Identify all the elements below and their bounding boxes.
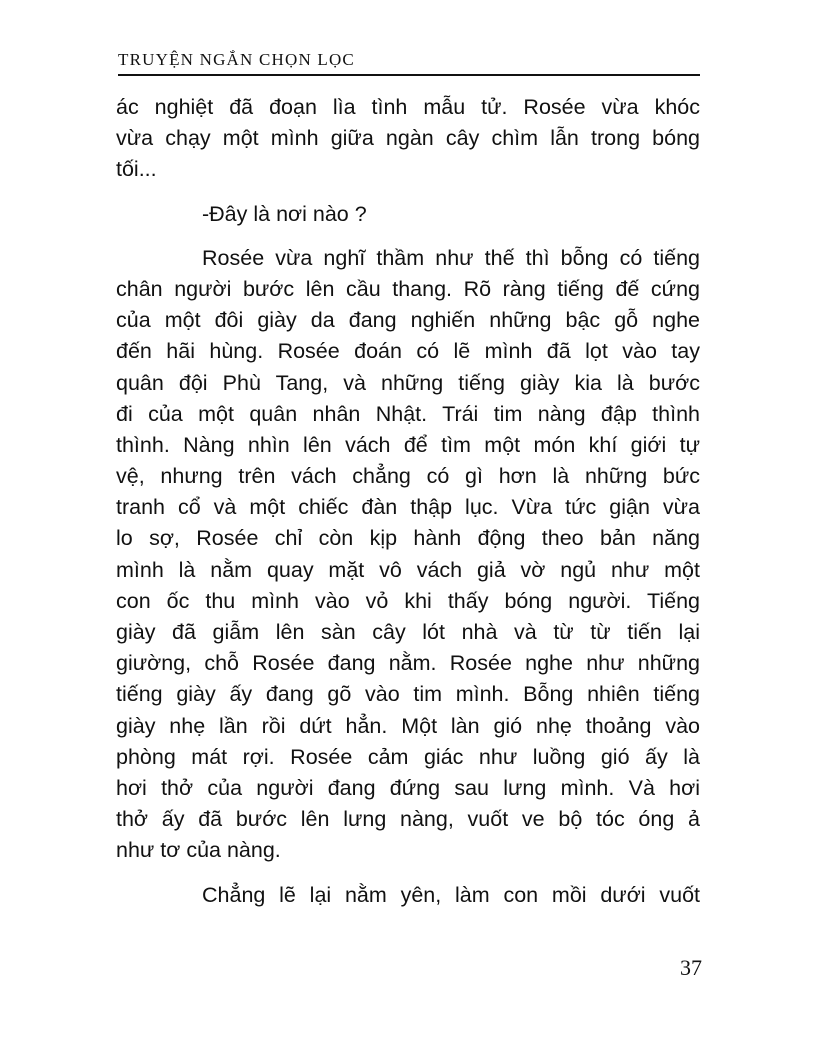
- text-line: giày nhẹ lần rồi dứt hẳn. Một làn gió nhẹ thoảng vào: [116, 713, 700, 738]
- page-number: 37: [680, 955, 702, 980]
- text-line: giường, chỗ Rosée đang nằm. Rosée nghe như những: [116, 651, 700, 676]
- text-line: con ốc thu mình vào vỏ khi thấy bóng người. Tiếng: [116, 588, 700, 613]
- paragraph-first-line: Rosée vừa nghĩ thầm như thế thì bỗng có tiếng: [202, 245, 700, 270]
- text-line: chân người bước lên cầu thang. Rõ ràng tiếng đế cứng: [116, 276, 700, 301]
- text-line: giày đã giẫm lên sàn cây lót nhà và từ từ tiến lại: [116, 620, 700, 644]
- text-line: mình là nằm quay mặt vô vách giả vờ ngủ như một: [116, 557, 700, 582]
- text-line: tiếng giày ấy đang gõ vào tim mình. Bỗng nhiên tiếng: [116, 682, 700, 707]
- text-line: phòng mát rợi. Rosée cảm giác như luồng gió ấy là: [116, 744, 700, 769]
- text-line: như tơ của nàng.: [116, 838, 281, 863]
- text-line: tối...: [116, 157, 157, 182]
- paragraph-first-line: Chẳng lẽ lại nằm yên, làm con mồi dưới vuốt: [202, 882, 700, 907]
- text-line: của một đôi giày da đang nghiến những bậc gỗ nghe: [116, 308, 700, 333]
- text-line: ác nghiệt đã đoạn lìa tình mẫu tử. Rosée vừa khóc: [116, 95, 700, 119]
- text-line: đến hãi hùng. Rosée đoán có lẽ mình đã lọt vào tay: [116, 339, 700, 364]
- running-header: TRUYỆN NGẮN CHỌN LỌC: [118, 48, 700, 76]
- text-line: thình. Nàng nhìn lên vách để tìm một món khí giới tự: [116, 432, 700, 457]
- text-line: lo sợ, Rosée chỉ còn kịp hành động theo bản năng: [116, 526, 700, 551]
- text-line: quân đội Phù Tang, và những tiếng giày kia là bước: [116, 370, 700, 395]
- text-line: vệ, nhưng trên vách chẳng có gì hơn là những bức: [116, 464, 700, 489]
- text-line: tranh cổ và một chiếc đàn thập lục. Vừa tức giận vừa: [116, 495, 700, 520]
- text-line: thở ấy đã bước lên lưng nàng, vuốt ve bộ tóc óng ả: [116, 807, 700, 832]
- body-text: [116, 92, 700, 911]
- text-line: vừa chạy một mình giữa ngàn cây chìm lẫn trong bóng: [116, 126, 700, 151]
- text-line: hơi thở của người đang đứng sau lưng mình. Và hơi: [116, 775, 700, 800]
- text-line: đi của một quân nhân Nhật. Trái tim nàng đập thình: [116, 401, 700, 426]
- dialogue-line: -Đây là nơi nào ?: [202, 201, 367, 226]
